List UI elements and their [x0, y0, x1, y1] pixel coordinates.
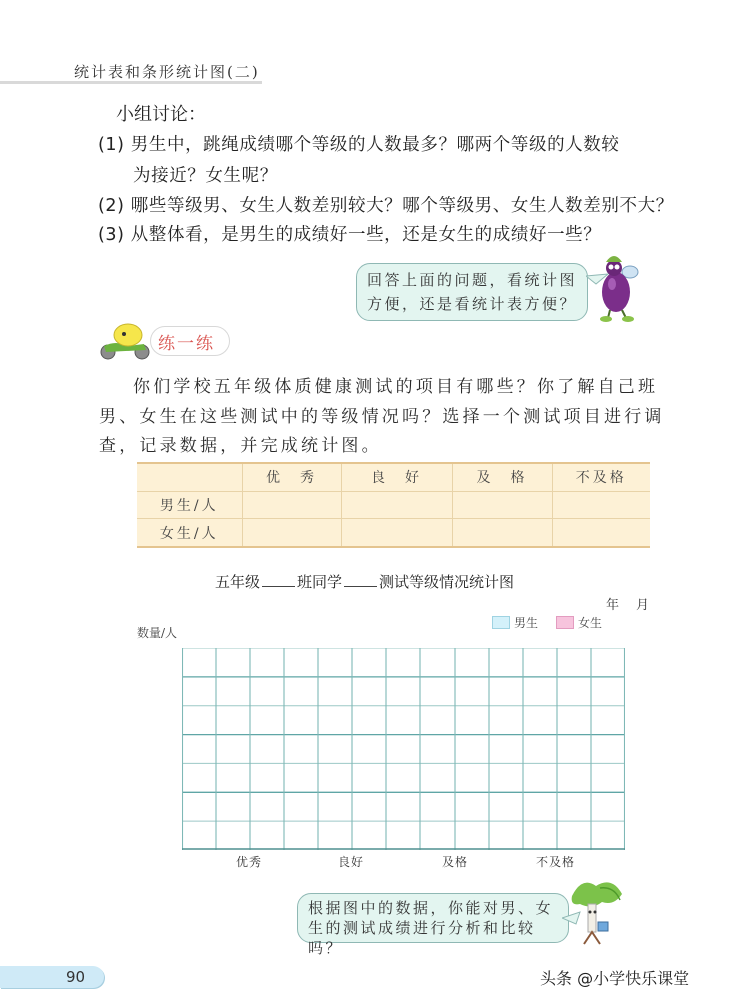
- table-cell[interactable]: [552, 491, 650, 519]
- legend-item-girls: [556, 614, 602, 631]
- x-label-fail: 不及格: [536, 855, 576, 869]
- legend-item-boys: [492, 614, 538, 631]
- eggplant-mascot-icon: [586, 246, 656, 322]
- question-1-continuation: 为接近？女生呢？: [133, 166, 278, 186]
- lemon-motorcycle-icon: [98, 322, 154, 362]
- date-label: 年 月: [606, 598, 652, 613]
- table-cell[interactable]: [452, 491, 552, 519]
- practice-paragraph-line-2: 男、女生在这些测试中的等级情况吗？选择一个测试项目进行调: [99, 407, 665, 427]
- table-cell[interactable]: [242, 491, 341, 519]
- chart-title-part: 五年级: [215, 573, 261, 591]
- question-3: [98, 221, 601, 246]
- legend-swatch-girls: [556, 616, 574, 629]
- record-table: [137, 462, 650, 548]
- question-1: [98, 131, 619, 156]
- speech-bubble-2: [297, 893, 569, 957]
- table-header-cell: 不及格: [552, 463, 650, 491]
- legend-label: 男生: [514, 616, 539, 630]
- x-label-good: 良好: [338, 855, 365, 869]
- table-header-row: [137, 463, 650, 491]
- x-label-pass: 及格: [442, 855, 469, 869]
- question-number: (3): [98, 225, 125, 245]
- cabbage-mascot-icon: [562, 876, 628, 948]
- page-number-pill: [0, 966, 104, 988]
- table-row: [137, 491, 650, 519]
- section-header-title: 统计表和条形统计图(二): [74, 63, 260, 81]
- practice-paragraph-line-3: 查，记录数据，并完成统计图。: [99, 436, 382, 456]
- question-2: [98, 192, 674, 217]
- y-axis-label: 数量/人: [137, 626, 178, 640]
- bubble-line: 回答上面的问题，看统计图: [367, 271, 578, 289]
- practice-badge: [98, 322, 238, 362]
- class-blank[interactable]: [262, 573, 295, 587]
- bubble-line: 方便，还是看统计表方便？: [367, 295, 578, 313]
- chart-grid[interactable]: [182, 648, 625, 850]
- bubble-line: 生的测试成绩进行分析和比较吗？: [308, 919, 536, 957]
- practice-label: 练一练: [158, 334, 215, 354]
- speech-bubble-1: [356, 263, 588, 321]
- table-header-cell: 良 好: [341, 463, 452, 491]
- table-cell[interactable]: [242, 519, 341, 547]
- question-number: (1): [98, 135, 125, 155]
- row-label: 男生/人: [137, 491, 242, 519]
- table-row: [137, 519, 650, 547]
- discussion-title: 小组讨论：: [116, 104, 206, 125]
- question-number: (2): [98, 196, 125, 216]
- table-header-cell: 优 秀: [242, 463, 341, 491]
- header-rule: [0, 81, 262, 84]
- table-cell[interactable]: [552, 519, 650, 547]
- question-text: 从整体看，是男生的成绩好一些，还是女生的成绩好一些？: [130, 225, 602, 245]
- test-blank[interactable]: [344, 573, 377, 587]
- question-text: 男生中，跳绳成绩哪个等级的人数最多？哪两个等级的人数较: [130, 135, 620, 155]
- chart-title: [215, 571, 514, 592]
- legend-label: 女生: [578, 616, 603, 630]
- legend-swatch-boys: [492, 616, 510, 629]
- chart-title-part: 班同学: [297, 573, 343, 591]
- table-header-cell: [137, 463, 242, 491]
- page-number: 90: [66, 968, 86, 986]
- table-cell[interactable]: [452, 519, 552, 547]
- table-header-cell: 及 格: [452, 463, 552, 491]
- chart-title-part: 测试等级情况统计图: [379, 573, 515, 591]
- table-cell[interactable]: [341, 519, 452, 547]
- question-text: 哪些等级男、女生人数差别较大？哪个等级男、女生人数差别不大？: [130, 196, 674, 216]
- bubble-line: 根据图中的数据，你能对男、女: [308, 899, 554, 917]
- table-cell[interactable]: [341, 491, 452, 519]
- row-label: 女生/人: [137, 519, 242, 547]
- x-label-excellent: 优秀: [236, 855, 263, 869]
- watermark: 头条 @小学快乐课堂: [540, 969, 690, 988]
- practice-paragraph-line-1: 你们学校五年级体质健康测试的项目有哪些？你了解自己班: [133, 377, 659, 397]
